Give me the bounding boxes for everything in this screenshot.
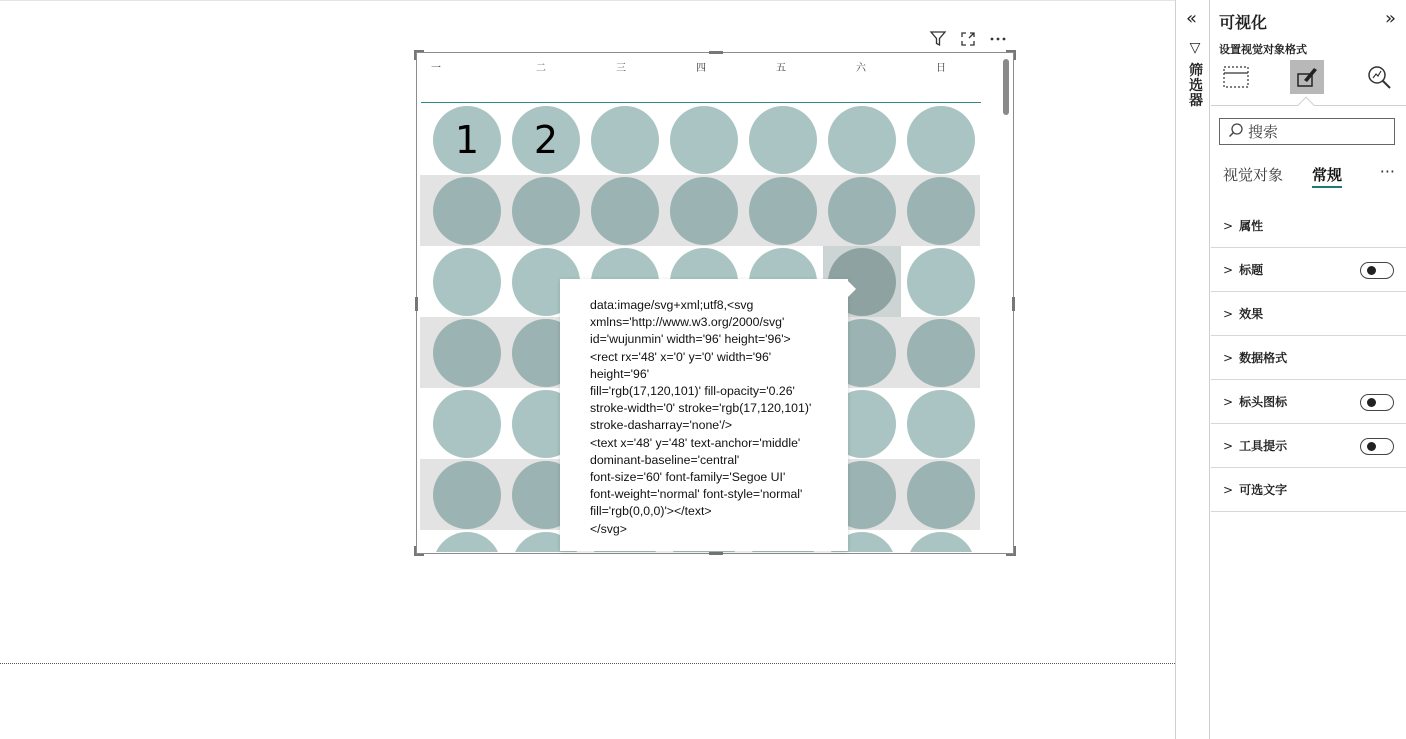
tooltip	[560, 279, 848, 551]
day-circle	[433, 461, 501, 529]
more-options-icon[interactable]	[988, 29, 1008, 49]
format-section[interactable]	[1211, 468, 1406, 512]
day-circle	[907, 461, 975, 529]
weekday-header	[421, 59, 981, 103]
calendar-day-cell[interactable]	[428, 104, 506, 175]
section-toggle[interactable]	[1360, 262, 1394, 279]
day-circle	[670, 106, 738, 174]
build-visual-tab[interactable]	[1219, 60, 1253, 94]
tab-visual[interactable]: 视觉对象	[1223, 166, 1284, 184]
vertical-scrollbar[interactable]	[1003, 59, 1009, 115]
calendar-day-cell[interactable]	[744, 104, 822, 175]
calendar-week-row	[420, 175, 980, 246]
format-section[interactable]	[1211, 424, 1406, 468]
section-label: 效果	[1239, 307, 1264, 321]
calendar-day-cell[interactable]	[902, 246, 980, 317]
day-circle	[828, 177, 896, 245]
day-circle	[907, 106, 975, 174]
section-toggle[interactable]	[1360, 394, 1394, 411]
resize-handle[interactable]	[415, 297, 418, 311]
calendar-day-cell[interactable]	[665, 175, 743, 246]
day-circle	[828, 106, 896, 174]
pane-title: 可视化	[1219, 13, 1268, 32]
visualizations-pane	[1211, 0, 1406, 739]
toggle-knob	[1367, 442, 1376, 451]
filters-pane-collapsed[interactable]	[1175, 0, 1210, 739]
visual-header	[928, 29, 1008, 49]
calendar-day-cell[interactable]	[586, 104, 664, 175]
section-label: 标题	[1239, 263, 1264, 277]
tooltip-text: data:image/svg+xml;utf8,<svg xmlns='http://www.w3.org/2000/svg' id='wujunmin' width='96' height='96'> <rect rx='48' x='0' y='0' width='96' height='96' fill='rgb(17,120,101)' fill-opacity='0.26' stroke-width='0' stroke='rgb(17,120,101)' stroke-dasharray='none'/> <text x='48' y='48' text-anchor='middle' dominant-baseline='central' font-size='60' font-family='Segoe UI' font-weight='normal' font-style='normal' fill='rgb(0,0,0)'></text> </svg>	[590, 298, 812, 536]
day-circle	[433, 319, 501, 387]
filters-label-text: 筛选器	[1187, 62, 1203, 108]
format-section[interactable]	[1211, 204, 1406, 248]
day-circle	[512, 177, 580, 245]
calendar-day-cell[interactable]	[823, 175, 901, 246]
chevron-right-icon: >	[1223, 350, 1234, 365]
weekday-label: 五	[776, 63, 786, 74]
calendar-day-cell[interactable]	[428, 175, 506, 246]
section-label: 标头图标	[1239, 395, 1288, 409]
calendar-day-cell[interactable]	[665, 104, 743, 175]
day-circle	[749, 177, 817, 245]
day-circle	[433, 390, 501, 458]
tab-general[interactable]: 常规	[1312, 166, 1343, 184]
pane-subtitle: 设置视觉对象格式	[1219, 43, 1307, 56]
weekday-label: 三	[616, 63, 626, 74]
chevron-right-icon: >	[1223, 438, 1234, 453]
day-circle	[907, 248, 975, 316]
analytics-tab[interactable]	[1362, 60, 1396, 94]
format-subtabs	[1223, 162, 1399, 192]
day-circle	[591, 106, 659, 174]
format-sections	[1211, 204, 1406, 512]
format-section[interactable]	[1211, 336, 1406, 380]
calendar-day-cell[interactable]	[428, 246, 506, 317]
collapse-pane-icon[interactable]: »	[1384, 8, 1396, 29]
format-section[interactable]	[1211, 380, 1406, 424]
calendar-day-cell[interactable]	[428, 530, 506, 552]
calendar-day-cell[interactable]	[428, 317, 506, 388]
day-circle	[907, 532, 975, 553]
weekday-label: 六	[856, 63, 866, 74]
format-section[interactable]	[1211, 292, 1406, 336]
day-circle: 1	[433, 106, 501, 174]
section-label: 可选文字	[1239, 483, 1288, 497]
search-input[interactable]	[1219, 118, 1395, 145]
section-label: 属性	[1239, 219, 1264, 233]
day-circle	[433, 532, 501, 553]
day-circle	[907, 177, 975, 245]
weekday-label: 一	[431, 63, 441, 74]
weekday-label: 二	[536, 63, 546, 74]
active-tab-underline	[1312, 186, 1342, 188]
day-circle	[591, 177, 659, 245]
calendar-day-cell[interactable]	[586, 175, 664, 246]
format-paintbrush-icon	[1294, 64, 1320, 90]
filter-icon[interactable]	[928, 29, 948, 49]
day-circle: 2	[512, 106, 580, 174]
day-circle	[433, 248, 501, 316]
calendar-day-cell[interactable]	[902, 317, 980, 388]
day-circle	[907, 390, 975, 458]
analytics-magnifier-icon	[1365, 63, 1393, 91]
filters-pane-label[interactable]	[1185, 40, 1205, 108]
toggle-knob	[1367, 266, 1376, 275]
day-circle	[907, 319, 975, 387]
chevron-right-icon: >	[1223, 306, 1234, 321]
chevron-right-icon: >	[1223, 218, 1234, 233]
tooltip-pointer	[848, 281, 856, 297]
search-icon	[1228, 122, 1244, 142]
format-visual-tab[interactable]	[1290, 60, 1324, 94]
format-section[interactable]	[1211, 248, 1406, 292]
page-boundary-line	[0, 663, 1175, 664]
chevron-right-icon: >	[1223, 394, 1234, 409]
more-options-icon[interactable]: ···	[1379, 162, 1395, 181]
calendar-day-cell[interactable]	[902, 459, 980, 530]
weekday-label: 四	[696, 63, 706, 74]
calendar-day-cell[interactable]	[507, 104, 585, 175]
day-circle	[749, 106, 817, 174]
resize-handle[interactable]	[1006, 546, 1016, 556]
weekday-label: 日	[936, 63, 946, 74]
resize-handle[interactable]	[709, 51, 723, 54]
day-circle	[670, 177, 738, 245]
calendar-day-cell[interactable]	[744, 175, 822, 246]
calendar-day-cell[interactable]	[902, 175, 980, 246]
calendar-day-cell[interactable]	[902, 104, 980, 175]
section-toggle[interactable]	[1360, 438, 1394, 455]
calendar-week-row	[420, 104, 980, 175]
chevron-right-icon: >	[1223, 262, 1234, 277]
chevron-right-icon: >	[1223, 482, 1234, 497]
calendar-day-cell[interactable]	[428, 459, 506, 530]
resize-handle[interactable]	[1012, 297, 1015, 311]
calendar-day-cell[interactable]	[902, 388, 980, 459]
pane-mode-tabs	[1211, 56, 1406, 106]
focus-mode-icon[interactable]	[958, 29, 978, 49]
calendar-day-cell[interactable]	[428, 388, 506, 459]
section-label: 数据格式	[1239, 351, 1288, 365]
filter-icon: ▽	[1187, 40, 1203, 57]
toggle-knob	[1367, 398, 1376, 407]
resize-handle[interactable]	[709, 552, 723, 555]
calendar-day-cell[interactable]	[902, 530, 980, 552]
calendar-day-cell[interactable]	[507, 175, 585, 246]
day-circle	[433, 177, 501, 245]
active-tab-indicator	[1298, 97, 1315, 114]
calendar-day-cell[interactable]	[823, 104, 901, 175]
expand-filters-icon[interactable]: «	[1186, 8, 1198, 29]
build-visual-icon	[1222, 64, 1250, 90]
section-label: 工具提示	[1239, 439, 1288, 453]
search-placeholder: 搜索	[1248, 123, 1279, 141]
